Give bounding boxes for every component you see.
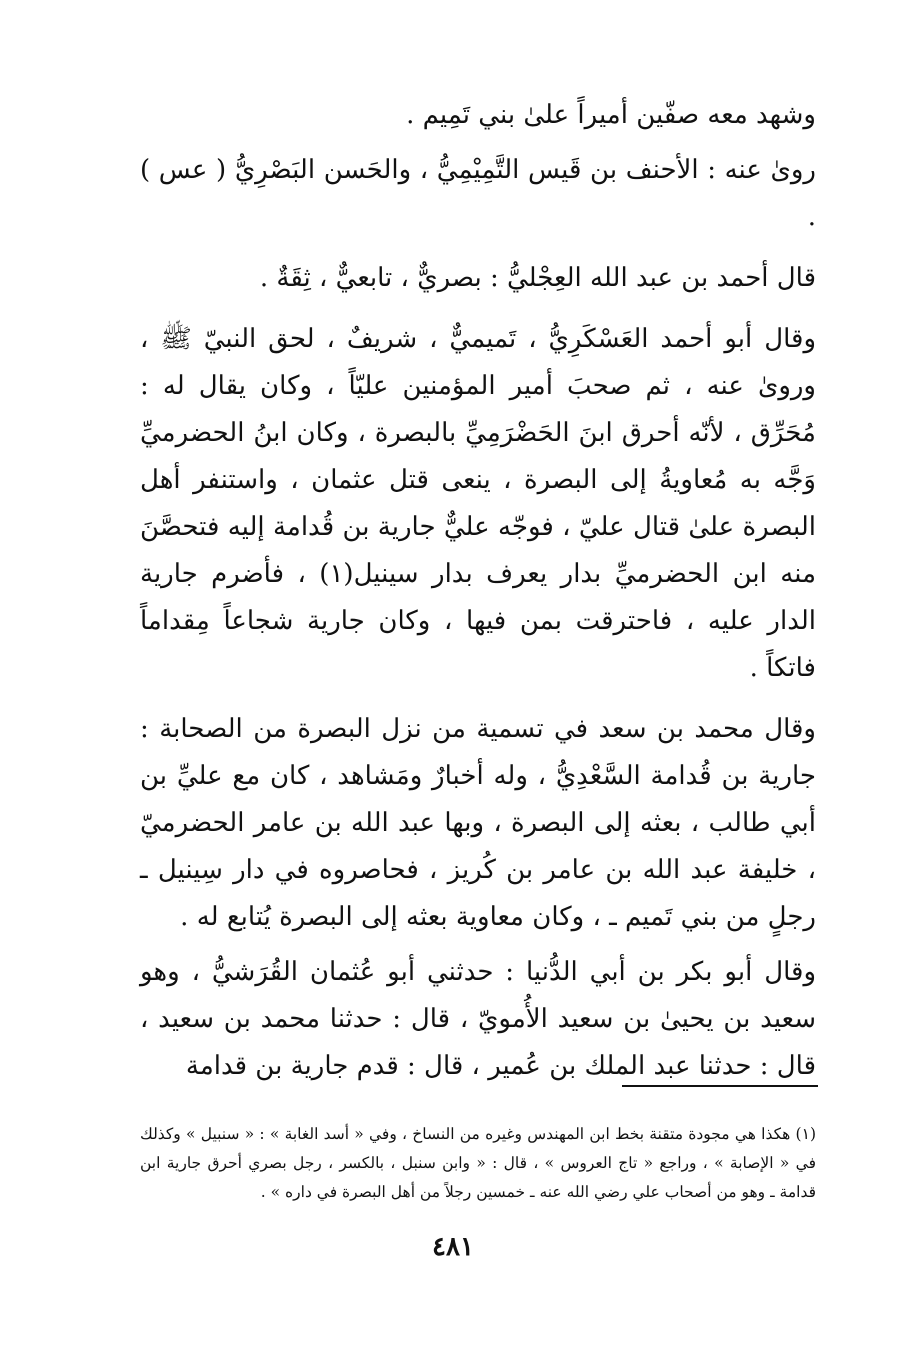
paragraph-6: وقال أبو بكر بن أبي الدُّنيا : حدثني أبو عُثمان القُرَشيُّ ، وهو سعيد بن يحيىٰ بن سعيد الأُمويّ ، قال : حدثنا محمد بن سعيد ، قال : حدثنا عبد الملك بن عُمير ، قال : قدم جارية بن قدامة bbox=[140, 957, 816, 1081]
paragraph-3: قال أحمد بن عبد الله العِجْليُّ : بصريٌّ ، تابعيٌّ ، ثِقَةٌ . bbox=[259, 263, 816, 293]
footnote-separator bbox=[622, 1085, 818, 1087]
paragraph-1: وشهد معه صفّين أميراً علىٰ بني تَمِيم . bbox=[406, 100, 816, 130]
footnotes bbox=[140, 1120, 816, 1207]
paragraph-5: وقال محمد بن سعد في تسمية من نزل البصرة من الصحابة : جارية بن قُدامة السَّعْدِيُّ ، وله أخبارٌ ومَشاهد ، كان مع عليِّ بن أبي طالب ، بعثه إلى البصرة ، وبها عبد الله بن عامر الحضرميّ ، خليفة عبد الله بن عامر بن كُريز ، فحاصروه في دار سِينيل ـ رجلٍ من بني تَميم ـ ، وكان معاوية بعثه إلى البصرة يُتابع له . bbox=[140, 714, 816, 932]
main-text bbox=[140, 92, 816, 1090]
paragraph-4: وقال أبو أحمد العَسْكَرِيُّ ، تَميميٌّ ، شريفٌ ، لحق النبيّ ﷺ ، وروىٰ عنه ، ثم صحبَ أمير المؤمنين عليّاً ، وكان يقال له : مُحَرِّق ، لأنّه أحرق ابنَ الحَضْرَمِيِّ بالبصرة ، وكان ابنُ الحضرميِّ وَجَّه به مُعاويةُ إلى البصرة ، ينعى قتل عثمان ، واستنفر أهل البصرة علىٰ قتال عليّ ، فوجّه عليٌّ جارية بن قُدامة إليه فتحصَّنَ منه ابن الحضرميِّ بدار يعرف بدار سينيل(١) ، فأضرم جارية الدار عليه ، فاحترقت بمن فيها ، وكان جارية شجاعاً مِقداماً فاتكاً . bbox=[140, 324, 817, 683]
paragraph-2: روىٰ عنه : الأحنف بن قَيس التَّمِيْمِيُّ ، والحَسن البَصْرِيُّ ( عس ) . bbox=[140, 155, 816, 232]
page-number: ٤٨١ bbox=[432, 1232, 474, 1262]
footnote-1: (١) هكذا هي مجودة متقنة بخط ابن المهندس وغيره من النساخ ، وفي « أسد الغابة » : « سنبيل » وكذلك في « الإصابة » ، وراجع « تاج العروس » ، قال : « وابن سنبل ، بالكسر ، رجل بصري أحرق جارية ابن قدامة ـ وهو من أصحاب علي رضي الله عنه ـ خمسين رجلاً من أهل البصرة في داره » . bbox=[140, 1125, 816, 1201]
